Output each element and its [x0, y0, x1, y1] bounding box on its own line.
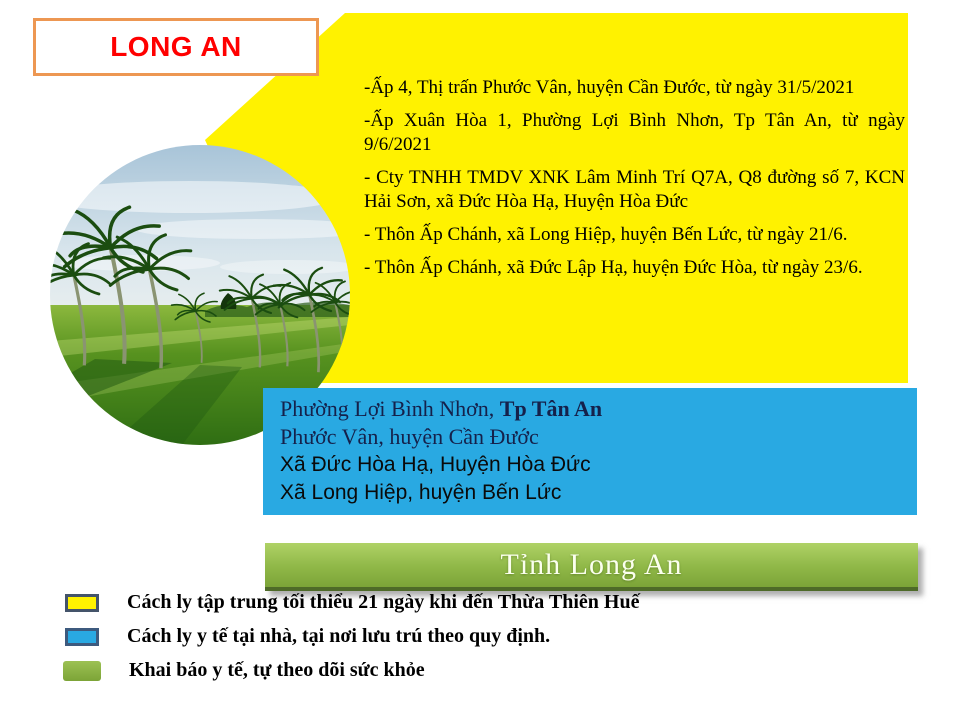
outbreak-item: -Ấp Xuân Hòa 1, Phường Lợi Bình Nhơn, Tp Tân An, từ ngày 9/6/2021 [364, 110, 905, 155]
location-line: Phước Vân, huyện Cần Đước [280, 424, 539, 449]
location-line [280, 395, 917, 423]
legend [65, 591, 640, 682]
outbreak-list [364, 76, 905, 289]
location-line: Xã Long Hiệp, huyện Bến Lức [280, 481, 562, 504]
province-banner-label: Tỉnh Long An [500, 548, 683, 581]
locations-panel [263, 388, 917, 515]
location-line: Xã Đức Hòa Hạ, Huyện Hòa Đức [280, 453, 591, 476]
blue-swatch [65, 628, 99, 646]
location-line-text: Phường Lợi Bình Nhơn, [280, 396, 500, 421]
province-banner [265, 543, 918, 591]
province-title-box [33, 18, 319, 76]
province-title: LONG AN [110, 31, 242, 62]
legend-item-label: Cách ly y tế tại nhà, tại nơi lưu trú theo quy định. [127, 625, 551, 647]
location-line-bold: Tp Tân An [499, 396, 603, 421]
green-swatch [63, 661, 101, 681]
legend-item [65, 591, 640, 614]
yellow-swatch [65, 594, 99, 612]
legend-item-label: Cách ly tập trung tối thiểu 21 ngày khi đến Thừa Thiên Huế [127, 591, 640, 613]
outbreak-item: - Thôn Ấp Chánh, xã Đức Lập Hạ, huyện Đức Hòa, từ ngày 23/6. [364, 257, 863, 278]
outbreak-item: -Ấp 4, Thị trấn Phước Vân, huyện Cần Đước, từ ngày 31/5/2021 [364, 77, 855, 98]
legend-item-label: Khai báo y tế, tự theo dõi sức khỏe [129, 659, 425, 681]
outbreak-item: - Thôn Ấp Chánh, xã Long Hiệp, huyện Bến Lức, từ ngày 21/6. [364, 224, 848, 245]
outbreak-item: - Cty TNHH TMDV XNK Lâm Minh Trí Q7A, Q8 đường số 7, KCN Hải Sơn, xã Đức Hòa Hạ, Huyện Hòa Đức [364, 167, 905, 212]
legend-item [65, 659, 640, 682]
legend-item [65, 625, 640, 648]
